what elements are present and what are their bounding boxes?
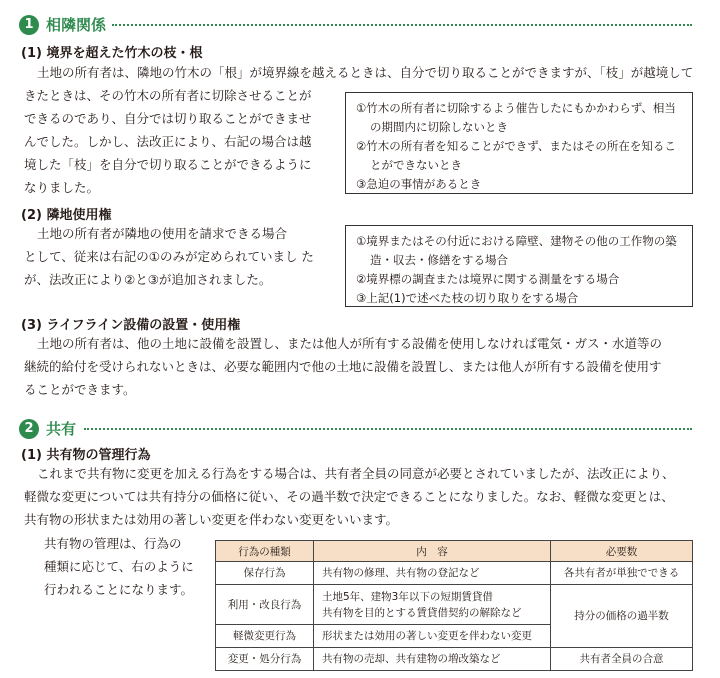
sub-1-2-paragraph xyxy=(24,222,344,291)
section-2-dotted-rule xyxy=(84,428,692,430)
table-header-row xyxy=(216,541,693,562)
section-2-title: 共有 xyxy=(46,420,77,438)
branch-cutting-conditions-box xyxy=(345,92,693,194)
para-line: 継続的給付を受けられないときは、必要な範囲内で他の土地に設備を設置し、または他人が所有する設備を使用す xyxy=(24,359,662,374)
cell-type: 軽微変更行為 xyxy=(216,625,314,648)
para-line: 軽微な変更については共有持分の価格に従い、その過半数で決定できることになりました。なお、軽微な変更とは、 xyxy=(24,489,674,504)
cell-content: 共有物の修理、共有物の登記など xyxy=(314,562,551,585)
box-item: ②境界標の調査または境界に関する測量をする場合 xyxy=(356,272,620,286)
box-item: ②竹木の所有者を知ることができず、またはその所在を知ることができないとき xyxy=(356,139,676,172)
para-line: 土地の所有者は、隣地の竹木の「根」が境界線を越えるときは、自分で切り取ることができますが、「枝」が越境して xyxy=(37,65,694,80)
sub-1-1-heading: (1) 境界を超えた竹木の枝・根 xyxy=(21,46,203,61)
box-item: ①竹木の所有者に切除するよう催告したにもかかわらず、相当の期間内に切除しないとき xyxy=(356,101,676,134)
section-2-heading xyxy=(19,418,76,439)
col-header-type: 行為の種類 xyxy=(216,541,314,562)
para-line: が、法改正により②と③が追加されました。 xyxy=(24,272,272,287)
box-item: ③急迫の事情があるとき xyxy=(356,177,482,191)
cell-required: 共有者全員の合意 xyxy=(551,648,693,671)
section-1-heading xyxy=(19,14,106,35)
para-line: 境した「枝」を自分で切り取ることができるように xyxy=(24,157,312,172)
cell-content: 土地5年、建物3年以下の短期賃貸借 共有物を目的とする賃貸借契約の解除など xyxy=(314,585,551,625)
table-row xyxy=(216,585,693,625)
para-line: これまで共有物に変更を加える行為をする場合は、共有者全員の同意が必要とされていましたが、法改正により、 xyxy=(37,466,675,481)
col-header-required: 必要数 xyxy=(551,541,693,562)
side-line: 共有物の管理は、行為の xyxy=(44,536,182,551)
para-line: ることができます。 xyxy=(24,382,136,397)
col-header-content: 内 容 xyxy=(314,541,551,562)
cell-type: 保存行為 xyxy=(216,562,314,585)
sub-2-1-heading: (1) 共有物の管理行為 xyxy=(21,448,151,463)
cell-content: 形状または効用の著しい変更を伴わない変更 xyxy=(314,625,551,648)
para-line: 土地の所有者が隣地の使用を請求できる場合 xyxy=(37,226,288,241)
sub-1-3-paragraph xyxy=(24,332,714,401)
sub-1-3-heading: (3) ライフライン設備の設置・使用権 xyxy=(21,318,241,333)
table-row xyxy=(216,562,693,585)
side-line: 行われることになります。 xyxy=(44,582,194,597)
box-item: ③上記(1)で述べた枝の切り取りをする場合 xyxy=(356,291,579,305)
section-1-title: 相隣関係 xyxy=(46,16,107,34)
para-line: 共有物の形状または効用の著しい変更を伴わない変更をいいます。 xyxy=(24,512,399,527)
cell-type: 変更・処分行為 xyxy=(216,648,314,671)
table-row xyxy=(216,648,693,671)
cell-content: 共有物の売却、共有建物の増改築など xyxy=(314,648,551,671)
cell-type: 利用・改良行為 xyxy=(216,585,314,625)
sub-2-1-paragraph xyxy=(24,462,714,531)
para-line: なりました。 xyxy=(24,180,100,195)
para-line: 土地の所有者は、他の土地に設備を設置し、または他人が所有する設備を使用しなければ電気・ガス・水道等の xyxy=(37,336,663,351)
neighbor-land-use-cases-box xyxy=(345,225,693,307)
para-line: きたときは、その竹木の所有者に切除させることが xyxy=(24,88,312,103)
para-line: として、従来は右記の①のみが定められていまし た xyxy=(24,249,314,264)
para-line: できるのであり、自分では切り取ることができませ xyxy=(24,111,312,126)
sub-1-2-heading: (2) 隣地使用権 xyxy=(21,208,112,223)
box-item: ①境界またはその付近における障壁、建物その他の工作物の築造・収去・修繕をする場合 xyxy=(356,234,677,267)
management-side-text xyxy=(44,532,209,601)
cell-required: 持分の価格の過半数 xyxy=(551,585,693,648)
cell-required: 各共有者が単独でできる xyxy=(551,562,693,585)
para-line: んでした。しかし、法改正により、右記の場合は越 xyxy=(24,134,312,149)
section-1-number: 1 xyxy=(19,15,39,35)
section-2-number: 2 xyxy=(19,419,39,439)
co-ownership-actions-table xyxy=(215,540,693,671)
section-1-dotted-rule xyxy=(112,24,692,26)
side-line: 種類に応じて、右のように xyxy=(44,559,194,574)
